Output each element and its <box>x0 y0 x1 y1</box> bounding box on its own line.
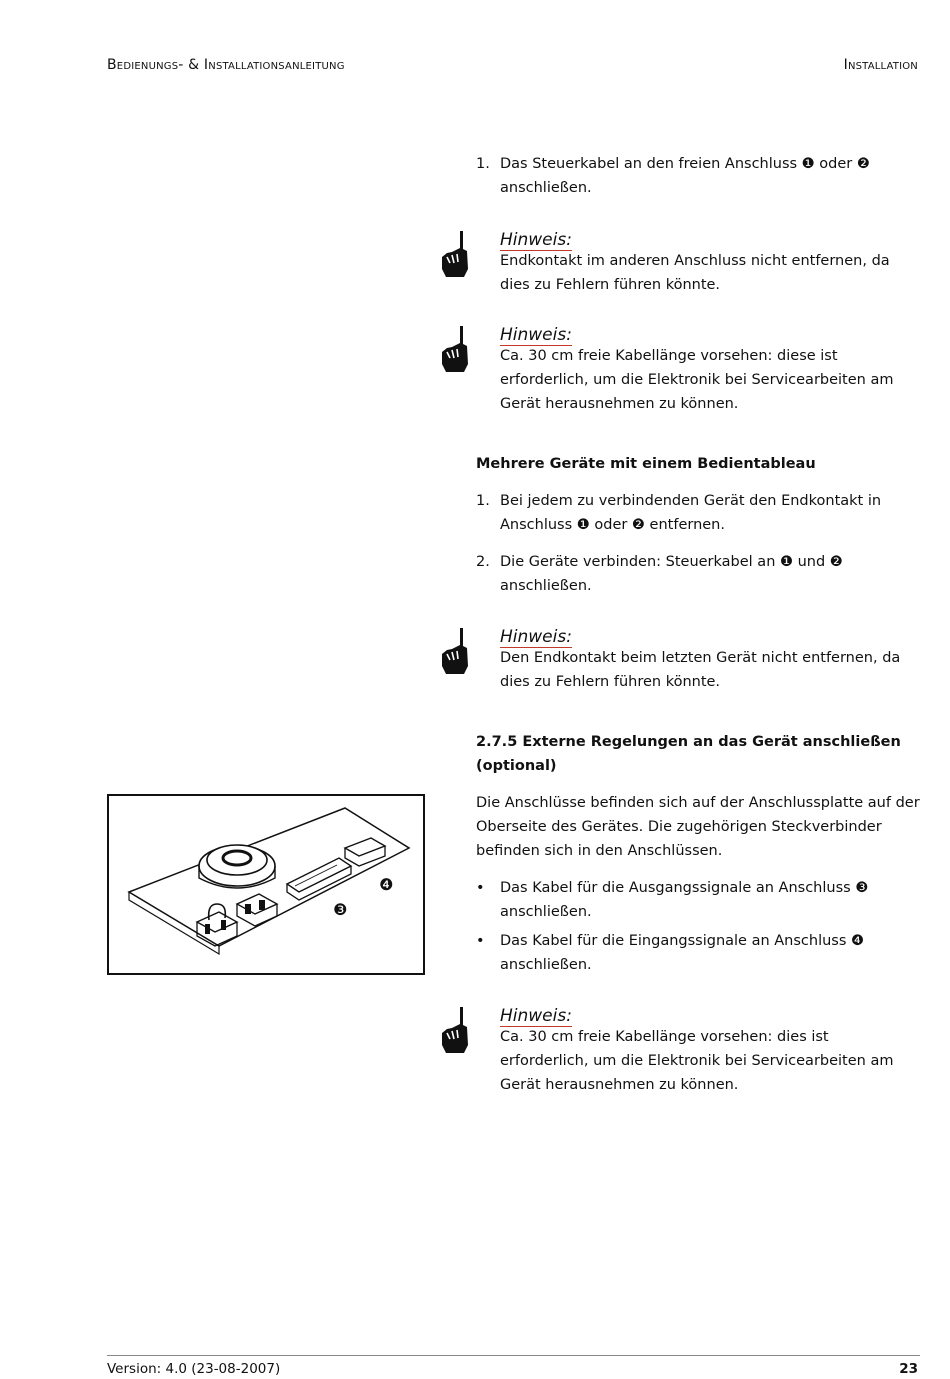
note-text: Ca. 30 cm freie Kabellänge vorsehen: diese ist erforderlich, um die Elektronik bei Servicearbeiten am Gerät herausnehmen zu können. <box>500 348 894 412</box>
note-hint <box>438 324 920 416</box>
note-label: Hinweis: <box>500 325 572 345</box>
step-text: Das Steuerkabel an den freien Anschluss ❶ oder ❷ anschließen. <box>500 156 870 196</box>
bullet-marker: • <box>476 880 485 896</box>
pointing-hand-icon <box>438 229 470 279</box>
step-connect-control-cable <box>476 152 920 200</box>
step-text: Die Geräte verbinden: Steuerkabel an ❶ und ❷ anschließen. <box>500 554 843 594</box>
pointing-hand-icon <box>438 1005 470 1055</box>
page-number: 23 <box>899 1361 918 1377</box>
note-text: Endkontakt im anderen Anschluss nicht entfernen, da dies zu Fehlern führen könnte. <box>500 253 890 293</box>
step-number: 1. <box>476 493 490 509</box>
pointing-hand-icon <box>438 626 470 676</box>
connection-plate-illustration <box>107 794 425 975</box>
section-paragraph: Die Anschlüsse befinden sich auf der Anschlussplatte auf der Oberseite des Gerätes. Die zugehörigen Steckverbinder befinden sich in den Anschlüssen. <box>476 795 920 859</box>
bullet-marker: • <box>476 933 485 949</box>
callout-connector-3: ❸ <box>333 900 348 919</box>
step-remove-end-contact <box>476 489 920 537</box>
note-hint <box>438 1005 920 1097</box>
note-hint <box>438 229 920 297</box>
section-heading-multiple-devices: Mehrere Geräte mit einem Bedientableau <box>476 456 816 472</box>
bullet-text: Das Kabel für die Ausgangssignale an Anschluss ❸ anschließen. <box>500 880 869 920</box>
footer-version: Version: 4.0 (23-08-2007) <box>107 1361 281 1377</box>
bullet-text: Das Kabel für die Eingangssignale an Anschluss ❹ anschließen. <box>500 933 865 973</box>
running-header-section: Installation <box>843 57 918 73</box>
step-number: 2. <box>476 554 490 570</box>
note-text: Den Endkontakt beim letzten Gerät nicht entfernen, da dies zu Fehlern führen könnte. <box>500 650 901 690</box>
footer-divider <box>107 1355 920 1356</box>
step-number: 1. <box>476 156 490 172</box>
note-text: Ca. 30 cm freie Kabellänge vorsehen: dies ist erforderlich, um die Elektronik bei Servicearbeiten am Gerät herausnehmen zu können. <box>500 1029 894 1093</box>
callout-connector-4: ❹ <box>379 875 394 894</box>
step-text: Bei jedem zu verbindenden Gerät den Endkontakt in Anschluss ❶ oder ❷ entfernen. <box>500 493 882 533</box>
bullet-input-signals <box>476 929 920 977</box>
section-heading-external-controls: 2.7.5 Externe Regelungen an das Gerät anschließen (optional) <box>476 734 901 774</box>
connection-plate-drawing <box>109 796 423 973</box>
step-connect-devices <box>476 550 920 598</box>
note-label: Hinweis: <box>500 627 572 647</box>
running-header-title: Bedienungs- & Installationsanleitung <box>107 57 345 73</box>
note-hint <box>438 626 920 694</box>
bullet-output-signals <box>476 876 920 924</box>
pointing-hand-icon <box>438 324 470 374</box>
note-label: Hinweis: <box>500 1006 572 1026</box>
note-label: Hinweis: <box>500 230 572 250</box>
